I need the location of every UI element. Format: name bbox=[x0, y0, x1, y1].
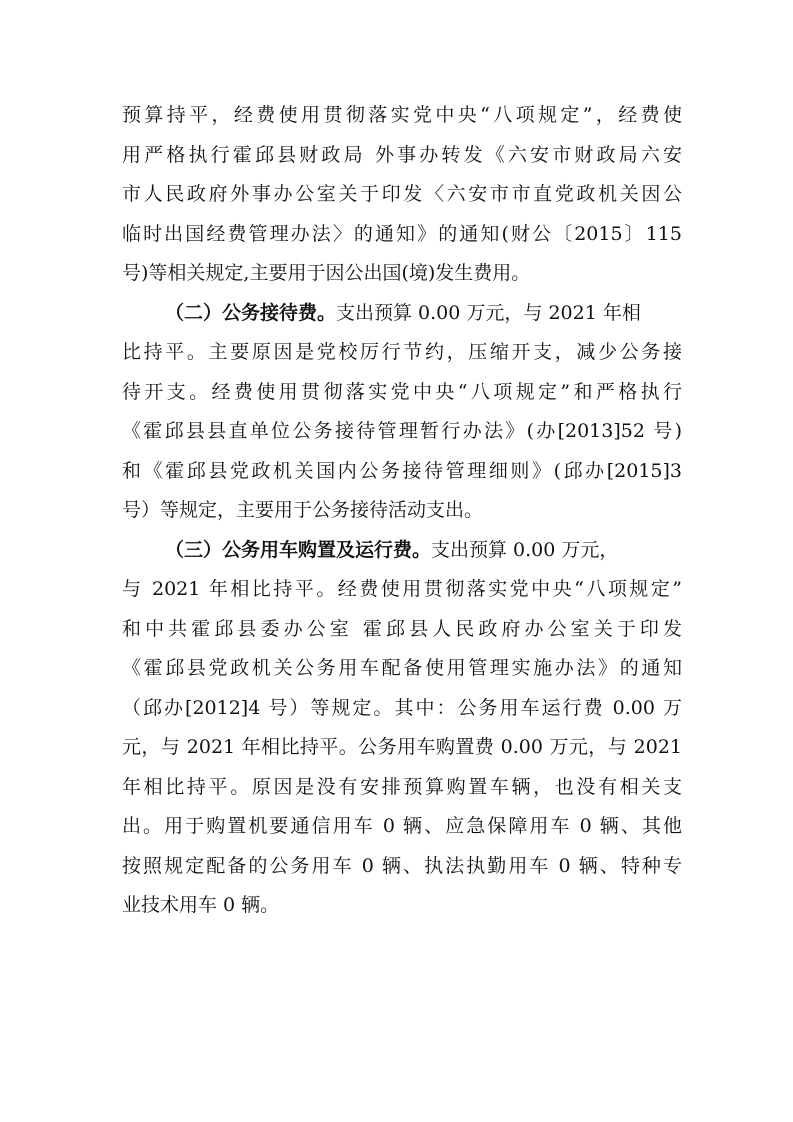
text-line: （邱办[2012]4 号）等规定。其中：公务用车运行费 0.00 万 bbox=[122, 696, 682, 719]
paragraph-reception-first-line bbox=[122, 294, 682, 334]
text-line: 用严格执行霍邱县财政局 外事办转发《六安市财政局六安 bbox=[122, 143, 682, 166]
text-line: 比持平。主要原因是党校厉行节约，压缩开支，减少公务接 bbox=[122, 341, 682, 363]
text-fragment: 支出预算 0.00 万元，与 2021 年相 bbox=[336, 301, 641, 324]
text-line: 与 2021 年相比持平。经费使用贯彻落实党中央“八项规定” bbox=[122, 578, 682, 600]
text-line: 《霍邱县县直单位公务接待管理暂行办法》(办[2013]52 号) bbox=[122, 420, 682, 442]
text-line: 出。用于购置机要通信用车 0 辆、应急保障用车 0 辆、其他 bbox=[122, 815, 682, 837]
text-line: 号）等规定，主要用于公务接待活动支出。 bbox=[122, 499, 484, 521]
text-line: 临时出国经费管理办法〉的通知》的通知(财公〔2015〕115 bbox=[122, 222, 682, 245]
body-text bbox=[122, 96, 682, 926]
text-line: 待开支。经费使用贯彻落实党中央“八项规定”和严格执行 bbox=[122, 380, 682, 403]
section-heading-vehicle: （三）公务用车购置及运行费。 bbox=[165, 538, 432, 561]
text-line: 年相比持平。原因是没有安排预算购置车辆，也没有相关支 bbox=[122, 775, 682, 798]
text-line: 《霍邱县党政机关公务用车配备使用管理实施办法》的通知 bbox=[122, 657, 682, 679]
text-line: 和中共霍邱县委办公室 霍邱县人民政府办公室关于印发 bbox=[122, 617, 682, 640]
text-line: 预算持平，经费使用贯彻落实党中央“八项规定”，经费使 bbox=[122, 104, 682, 126]
text-line: 市人民政府外事办公室关于印发〈六安市市直党政机关因公 bbox=[122, 183, 682, 205]
text-line: 业技术用车 0 辆。 bbox=[122, 894, 280, 916]
text-line: 号)等相关规定,主要用于因公出国(境)发生费用。 bbox=[122, 262, 531, 284]
paragraph-vehicle-first-line bbox=[122, 531, 682, 571]
text-line: 元，与 2021 年相比持平。公务用车购置费 0.00 万元，与 2021 bbox=[122, 736, 682, 758]
text-line: 按照规定配备的公务用车 0 辆、执法执勤用车 0 辆、特种专 bbox=[122, 854, 682, 877]
text-line: 和《霍邱县党政机关国内公务接待管理细则》(邱办[2015]3 bbox=[122, 459, 682, 482]
section-heading-reception: （二）公务接待费。 bbox=[165, 301, 337, 324]
text-fragment: 支出预算 0.00 万元， bbox=[431, 538, 619, 561]
